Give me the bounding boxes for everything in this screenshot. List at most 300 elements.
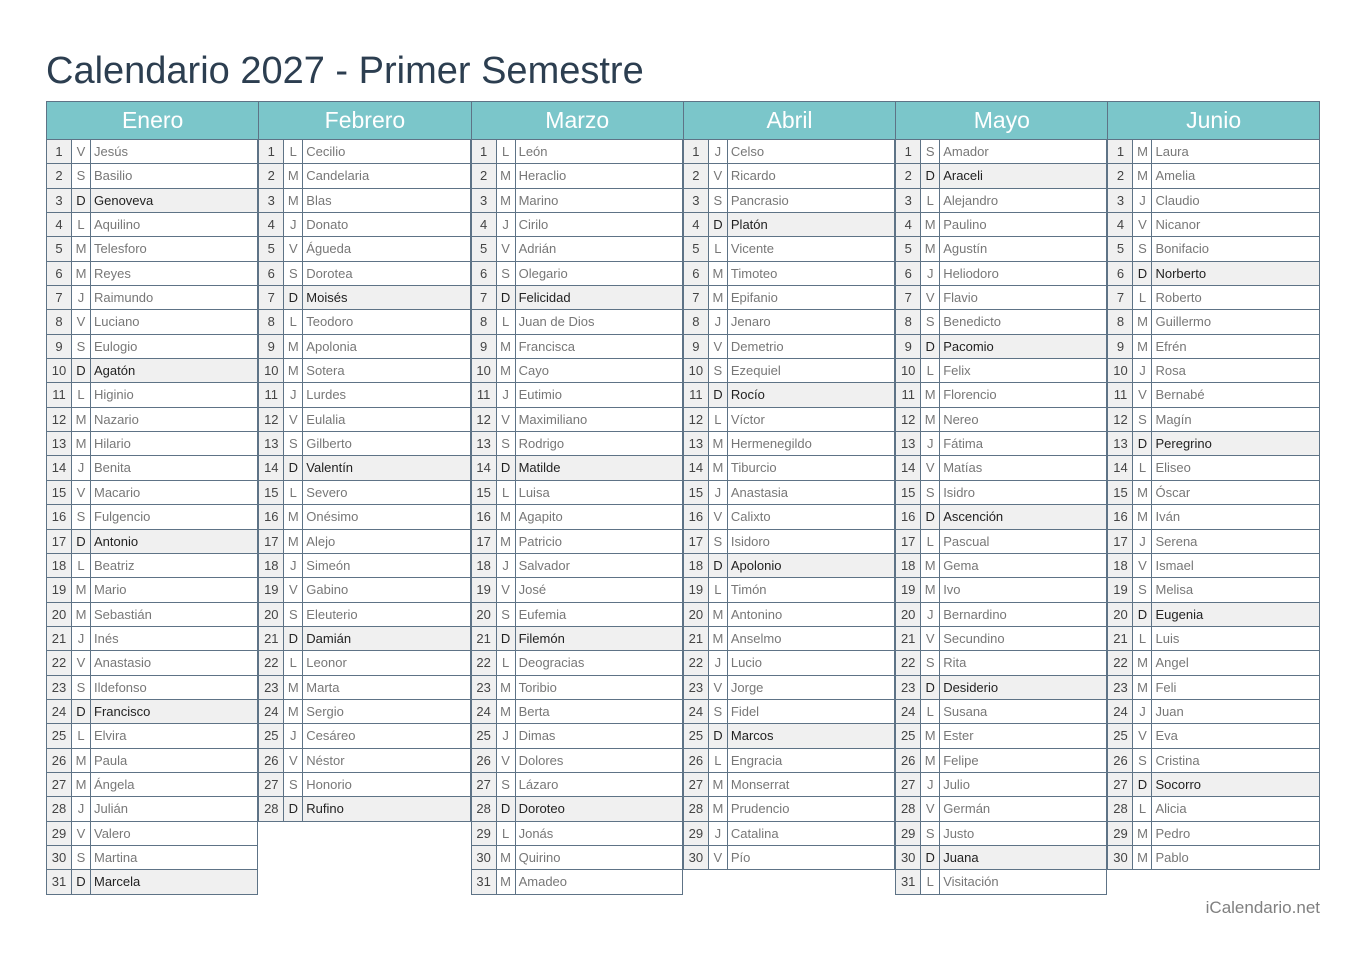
day-number: 12 <box>1108 408 1133 431</box>
day-row <box>683 189 895 213</box>
day-number: 8 <box>1108 310 1133 333</box>
weekday-letter: J <box>709 310 728 333</box>
day-row <box>683 846 895 870</box>
weekday-letter: D <box>709 383 728 406</box>
day-row <box>471 286 683 310</box>
saint-name: Víctor <box>730 411 765 427</box>
day-number: 7 <box>1108 286 1133 309</box>
weekday-letter: S <box>921 651 940 674</box>
day-row <box>1107 627 1319 651</box>
weekday-letter: D <box>921 846 940 869</box>
day-row <box>895 213 1107 237</box>
saint-name: Agatón <box>91 359 257 382</box>
day-row <box>471 627 683 651</box>
saint-name: Jesús <box>94 144 128 159</box>
day-number: 10 <box>259 359 284 382</box>
month-3 <box>683 101 895 895</box>
saint-name: Antonino <box>730 606 783 622</box>
day-row <box>258 237 470 261</box>
saint-name: Berta <box>518 703 550 719</box>
day-row <box>895 286 1107 310</box>
weekday-letter: D <box>284 627 303 650</box>
day-row <box>258 335 470 359</box>
day-row <box>471 237 683 261</box>
day-number: 5 <box>472 237 497 260</box>
saint-name: Leonor <box>306 655 347 671</box>
day-row <box>258 189 470 213</box>
day-number: 19 <box>896 578 921 601</box>
day-row <box>683 700 895 724</box>
saint-name: Angel <box>1155 655 1189 671</box>
day-row <box>1107 286 1319 310</box>
weekday-letter: J <box>284 724 303 747</box>
day-number: 11 <box>896 383 921 406</box>
saint-name: Ivo <box>943 582 961 598</box>
saint-name: Higinio <box>94 387 134 403</box>
saint-name: Dimas <box>518 728 556 744</box>
saint-name: Candelaria <box>306 168 370 184</box>
day-row <box>471 213 683 237</box>
day-row <box>895 797 1107 821</box>
day-number: 4 <box>1108 213 1133 236</box>
month-5 <box>1107 101 1319 895</box>
day-row <box>46 237 258 261</box>
day-row <box>46 651 258 675</box>
day-row <box>258 456 470 480</box>
weekday-letter: M <box>284 700 303 723</box>
saint-name: Mario <box>94 582 127 598</box>
day-row <box>46 554 258 578</box>
day-row <box>895 262 1107 286</box>
day-number: 10 <box>896 359 921 382</box>
saint-name: Patricio <box>518 533 562 549</box>
saint-name: Gabino <box>306 582 349 598</box>
weekday-letter: L <box>709 749 728 772</box>
day-row <box>471 846 683 870</box>
weekday-letter: S <box>497 603 516 626</box>
day-row <box>258 481 470 505</box>
saint-name: Heliodoro <box>943 265 999 281</box>
saint-name: Nicanor <box>1155 217 1201 233</box>
day-row <box>895 359 1107 383</box>
day-number: 14 <box>47 456 72 479</box>
weekday-letter: M <box>72 603 91 626</box>
day-number: 19 <box>472 578 497 601</box>
day-row <box>683 481 895 505</box>
weekday-letter: D <box>284 286 303 309</box>
weekday-letter: S <box>1133 408 1152 431</box>
weekday-letter: J <box>497 383 516 406</box>
weekday-letter: V <box>284 749 303 772</box>
weekday-letter: S <box>921 822 940 845</box>
day-row <box>258 554 470 578</box>
weekday-letter: J <box>921 603 940 626</box>
saint-name: Teodoro <box>306 314 354 330</box>
weekday-letter: M <box>709 286 728 309</box>
saint-name: Fátima <box>943 436 983 452</box>
weekday-letter: L <box>709 578 728 601</box>
day-number: 15 <box>896 481 921 504</box>
saint-name: Inés <box>94 630 119 646</box>
day-row <box>1107 724 1319 748</box>
weekday-letter: V <box>1133 554 1152 577</box>
saint-name: León <box>518 144 548 159</box>
day-row <box>683 456 895 480</box>
day-number: 9 <box>684 335 709 358</box>
weekday-letter: S <box>72 505 91 528</box>
weekday-letter: L <box>497 310 516 333</box>
day-number: 20 <box>684 603 709 626</box>
day-row <box>895 481 1107 505</box>
weekday-letter: V <box>709 846 728 869</box>
saint-name: Ascención <box>940 505 1106 528</box>
weekday-letter: M <box>72 749 91 772</box>
saint-name: Eulogio <box>94 338 138 354</box>
day-row <box>471 432 683 456</box>
weekday-letter: M <box>921 237 940 260</box>
day-row <box>46 310 258 334</box>
day-number: 19 <box>47 578 72 601</box>
weekday-letter: D <box>921 505 940 528</box>
day-number: 22 <box>1108 651 1133 674</box>
day-number: 27 <box>47 773 72 796</box>
saint-name: Fulgencio <box>94 509 151 525</box>
day-number: 5 <box>896 237 921 260</box>
day-number: 20 <box>896 603 921 626</box>
weekday-letter: S <box>1133 578 1152 601</box>
saint-name: Felix <box>943 363 971 379</box>
weekday-letter: J <box>1133 189 1152 212</box>
saint-name: Eva <box>1155 728 1178 744</box>
day-number: 28 <box>896 797 921 820</box>
day-row <box>683 140 895 164</box>
day-number: 10 <box>1108 359 1133 382</box>
saint-name: Simeón <box>306 557 351 573</box>
day-row <box>258 140 470 164</box>
weekday-letter: J <box>709 822 728 845</box>
day-number: 16 <box>1108 505 1133 528</box>
weekday-letter: J <box>497 213 516 236</box>
day-number: 17 <box>47 530 72 553</box>
month-0 <box>46 101 258 895</box>
saint-name: Melisa <box>1155 582 1194 598</box>
day-number: 30 <box>472 846 497 869</box>
weekday-letter: V <box>921 286 940 309</box>
day-number: 10 <box>472 359 497 382</box>
day-number: 18 <box>896 554 921 577</box>
weekday-letter: L <box>497 140 516 163</box>
weekday-letter: J <box>921 432 940 455</box>
saint-name: Marta <box>306 679 340 695</box>
day-number: 21 <box>684 627 709 650</box>
weekday-letter: J <box>497 554 516 577</box>
day-number: 5 <box>259 237 284 260</box>
saint-name: Maximiliano <box>518 411 588 427</box>
day-row <box>46 846 258 870</box>
day-number: 5 <box>1108 237 1133 260</box>
saint-name: Quirino <box>518 849 561 865</box>
saint-name: Eutimio <box>518 387 562 403</box>
saint-name: Dorotea <box>306 265 353 281</box>
saint-name: Amadeo <box>518 874 568 890</box>
weekday-letter: M <box>284 335 303 358</box>
day-row <box>1107 797 1319 821</box>
weekday-letter: M <box>709 262 728 285</box>
day-row <box>683 262 895 286</box>
saint-name: Juan de Dios <box>518 314 595 330</box>
weekday-letter: M <box>72 432 91 455</box>
day-row <box>1107 189 1319 213</box>
day-row <box>895 578 1107 602</box>
weekday-letter: J <box>1133 530 1152 553</box>
day-row <box>46 822 258 846</box>
day-row <box>1107 262 1319 286</box>
day-row <box>683 335 895 359</box>
weekday-letter: L <box>921 189 940 212</box>
saint-name: Paulino <box>943 217 987 233</box>
day-number: 17 <box>684 530 709 553</box>
day-row <box>471 651 683 675</box>
weekday-letter: V <box>497 578 516 601</box>
weekday-letter: J <box>284 213 303 236</box>
saint-name: Rodrigo <box>518 436 565 452</box>
day-number: 29 <box>472 822 497 845</box>
day-row <box>1107 749 1319 773</box>
day-row <box>46 359 258 383</box>
weekday-letter: D <box>921 164 940 187</box>
saint-name: Ángela <box>94 776 135 792</box>
day-number: 25 <box>684 724 709 747</box>
day-number: 13 <box>684 432 709 455</box>
day-number: 15 <box>472 481 497 504</box>
day-number: 11 <box>472 383 497 406</box>
saint-name: Socorro <box>1152 773 1318 796</box>
day-row <box>46 140 258 164</box>
weekday-letter: D <box>1133 432 1152 455</box>
day-number: 17 <box>896 530 921 553</box>
weekday-letter: D <box>72 870 91 893</box>
month-header: Marzo <box>471 101 683 140</box>
day-number: 1 <box>896 140 921 163</box>
weekday-letter: J <box>709 651 728 674</box>
saint-name: Sergio <box>306 703 344 719</box>
day-row <box>895 189 1107 213</box>
day-number: 30 <box>684 846 709 869</box>
day-number: 3 <box>896 189 921 212</box>
day-row <box>1107 335 1319 359</box>
saint-name: Aquilino <box>94 217 141 233</box>
day-number: 26 <box>259 749 284 772</box>
weekday-letter: M <box>284 164 303 187</box>
day-row <box>1107 310 1319 334</box>
saint-name: Francisca <box>518 338 575 354</box>
saint-name: Eliseo <box>1155 460 1191 476</box>
day-number: 11 <box>47 383 72 406</box>
day-number: 7 <box>259 286 284 309</box>
month-header: Abril <box>683 101 895 140</box>
day-row <box>46 578 258 602</box>
day-row <box>46 383 258 407</box>
day-number: 3 <box>259 189 284 212</box>
day-row <box>895 530 1107 554</box>
saint-name: Luis <box>1155 630 1180 646</box>
weekday-letter: M <box>1133 651 1152 674</box>
weekday-letter: M <box>1133 676 1152 699</box>
day-row <box>683 797 895 821</box>
weekday-letter: M <box>497 846 516 869</box>
day-row <box>471 724 683 748</box>
day-row <box>258 164 470 188</box>
day-row <box>1107 432 1319 456</box>
day-row <box>683 530 895 554</box>
day-number: 27 <box>472 773 497 796</box>
saint-name: Celso <box>730 144 765 159</box>
saint-name: Iván <box>1155 509 1181 525</box>
day-row <box>1107 651 1319 675</box>
weekday-letter: M <box>709 603 728 626</box>
day-row <box>258 530 470 554</box>
saint-name: Julio <box>943 776 970 792</box>
saint-name: Pascual <box>943 533 990 549</box>
day-number: 27 <box>1108 773 1133 796</box>
day-number: 25 <box>472 724 497 747</box>
day-number: 28 <box>259 797 284 820</box>
day-number: 22 <box>896 651 921 674</box>
day-number: 18 <box>472 554 497 577</box>
day-row <box>258 676 470 700</box>
weekday-letter: J <box>284 554 303 577</box>
day-row <box>471 456 683 480</box>
saint-name: Doroteo <box>516 797 682 820</box>
saint-name: Gema <box>943 557 979 573</box>
day-row <box>46 530 258 554</box>
day-row <box>1107 603 1319 627</box>
day-number: 16 <box>47 505 72 528</box>
weekday-letter: M <box>72 408 91 431</box>
saint-name: Bonifacio <box>1155 241 1209 257</box>
day-number: 3 <box>472 189 497 212</box>
saint-name: Lucio <box>730 655 762 671</box>
day-row <box>895 603 1107 627</box>
day-number: 14 <box>1108 456 1133 479</box>
weekday-letter: M <box>497 870 516 893</box>
day-row <box>46 481 258 505</box>
saint-name: Felicidad <box>516 286 682 309</box>
saint-name: Onésimo <box>306 509 359 525</box>
saint-name: Vicente <box>730 241 775 257</box>
weekday-letter: L <box>497 481 516 504</box>
day-row <box>471 383 683 407</box>
day-row <box>258 578 470 602</box>
saint-name: Engracia <box>730 752 783 768</box>
weekday-letter: M <box>1133 822 1152 845</box>
day-row <box>683 749 895 773</box>
day-number: 10 <box>684 359 709 382</box>
saint-name: Agapito <box>518 509 563 525</box>
day-row <box>683 408 895 432</box>
saint-name: Timón <box>730 582 767 598</box>
saint-name: Felipe <box>943 752 979 768</box>
day-number: 12 <box>684 408 709 431</box>
weekday-letter: M <box>1133 505 1152 528</box>
saint-name: Efrén <box>1155 338 1187 354</box>
day-number: 5 <box>47 237 72 260</box>
weekday-letter: J <box>72 797 91 820</box>
weekday-letter: J <box>72 286 91 309</box>
day-row <box>258 408 470 432</box>
day-number: 9 <box>896 335 921 358</box>
weekday-letter: S <box>497 432 516 455</box>
weekday-letter: M <box>709 432 728 455</box>
saint-name: Alejo <box>306 533 336 549</box>
day-row <box>46 456 258 480</box>
weekday-letter: V <box>72 140 91 163</box>
site-credit: iCalendario.net <box>1205 898 1320 917</box>
day-number: 30 <box>896 846 921 869</box>
weekday-letter: D <box>72 700 91 723</box>
day-row <box>46 164 258 188</box>
weekday-letter: D <box>1133 262 1152 285</box>
day-number: 8 <box>896 310 921 333</box>
saint-name: Valero <box>94 825 131 841</box>
day-row <box>683 359 895 383</box>
weekday-letter: M <box>497 700 516 723</box>
day-row <box>258 627 470 651</box>
month-header: Junio <box>1107 101 1319 140</box>
weekday-letter: J <box>72 456 91 479</box>
day-row <box>46 749 258 773</box>
day-row <box>1107 676 1319 700</box>
day-row <box>683 310 895 334</box>
day-number: 21 <box>896 627 921 650</box>
weekday-letter: J <box>921 262 940 285</box>
saint-name: Isidro <box>943 484 975 500</box>
weekday-letter: J <box>1133 359 1152 382</box>
day-row <box>471 870 683 894</box>
day-row <box>46 286 258 310</box>
month-header: Mayo <box>895 101 1107 140</box>
day-row <box>895 773 1107 797</box>
weekday-letter: S <box>921 310 940 333</box>
weekday-letter: D <box>72 530 91 553</box>
weekday-letter: L <box>1133 286 1152 309</box>
weekday-letter: S <box>497 773 516 796</box>
weekday-letter: V <box>709 505 728 528</box>
day-number: 23 <box>47 676 72 699</box>
saint-name: Peregrino <box>1152 432 1318 455</box>
weekday-letter: S <box>284 773 303 796</box>
day-row <box>46 797 258 821</box>
weekday-letter: D <box>497 797 516 820</box>
day-number: 20 <box>259 603 284 626</box>
day-number: 6 <box>259 262 284 285</box>
weekday-letter: M <box>72 237 91 260</box>
weekday-letter: S <box>1133 237 1152 260</box>
day-row <box>471 822 683 846</box>
weekday-letter: L <box>497 822 516 845</box>
weekday-letter: V <box>497 408 516 431</box>
weekday-letter: J <box>72 627 91 650</box>
weekday-letter: D <box>921 676 940 699</box>
day-row <box>471 700 683 724</box>
day-number: 16 <box>896 505 921 528</box>
weekday-letter: M <box>284 530 303 553</box>
saint-name: Cecilio <box>306 144 346 159</box>
weekday-letter: V <box>284 408 303 431</box>
weekday-letter: M <box>921 383 940 406</box>
weekday-letter: D <box>709 213 728 236</box>
weekday-letter: M <box>709 797 728 820</box>
